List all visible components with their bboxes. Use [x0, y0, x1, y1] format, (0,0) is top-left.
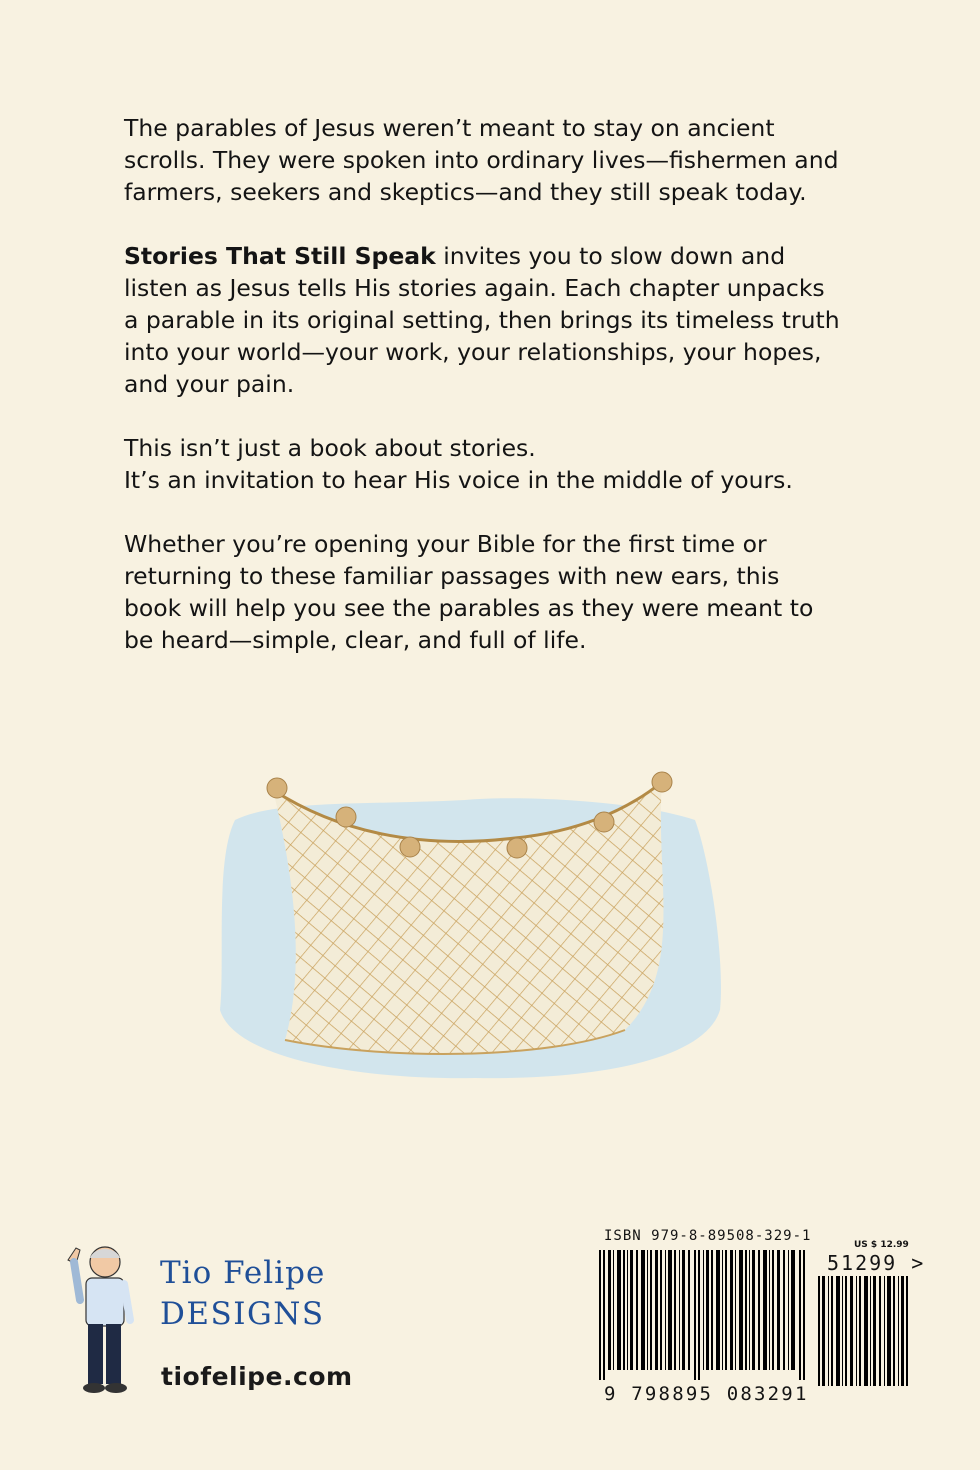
blurb-paragraph-1: The parables of Jesus weren’t meant to stay on ancient scrolls. They were spoken into ordinary lives—fishermen and farmers, seekers and skeptics—and they still speak today.	[124, 114, 839, 206]
blurb-paragraph-3	[124, 432, 844, 496]
publisher-name-line-1: Tio Felipe	[160, 1255, 326, 1291]
blurb-paragraph-2	[124, 240, 844, 400]
fishing-net-icon	[215, 760, 725, 1090]
ean-digits: 9 798895 083291	[604, 1383, 809, 1405]
book-title-bold: Stories That Still Speak	[124, 242, 436, 270]
back-cover-blurb	[124, 112, 844, 688]
price-addon-digits: 51299 >	[827, 1251, 926, 1275]
publisher-mascot-icon	[58, 1240, 148, 1400]
blurb-paragraph-2-text: invites you to slow down and listen as Jesus tells His stories again. Each chapter unpacks a parable in its original setting, then brings its timeless truth into your world—your work, your relationships, your hopes, and your pain.	[124, 242, 840, 398]
isbn-label: ISBN 979-8-89508-329-1	[604, 1228, 812, 1244]
blurb-paragraph-4: Whether you’re opening your Bible for the first time or returning to these familiar passages with new ears, this book will help you see the parables as they were meant to be heard—simple, clear, and full of life.	[124, 530, 814, 654]
price-label: US $ 12.99	[854, 1240, 909, 1250]
publisher-name-line-2: DESIGNS	[160, 1296, 325, 1332]
blurb-paragraph-3-line-1: This isn’t just a book about stories.	[124, 434, 536, 462]
publisher-website[interactable]: tiofelipe.com	[161, 1362, 353, 1391]
blurb-paragraph-3-line-2: It’s an invitation to hear His voice in the middle of yours.	[124, 466, 793, 494]
price-addon-barcode	[818, 1276, 910, 1386]
ean-barcode	[599, 1250, 811, 1380]
